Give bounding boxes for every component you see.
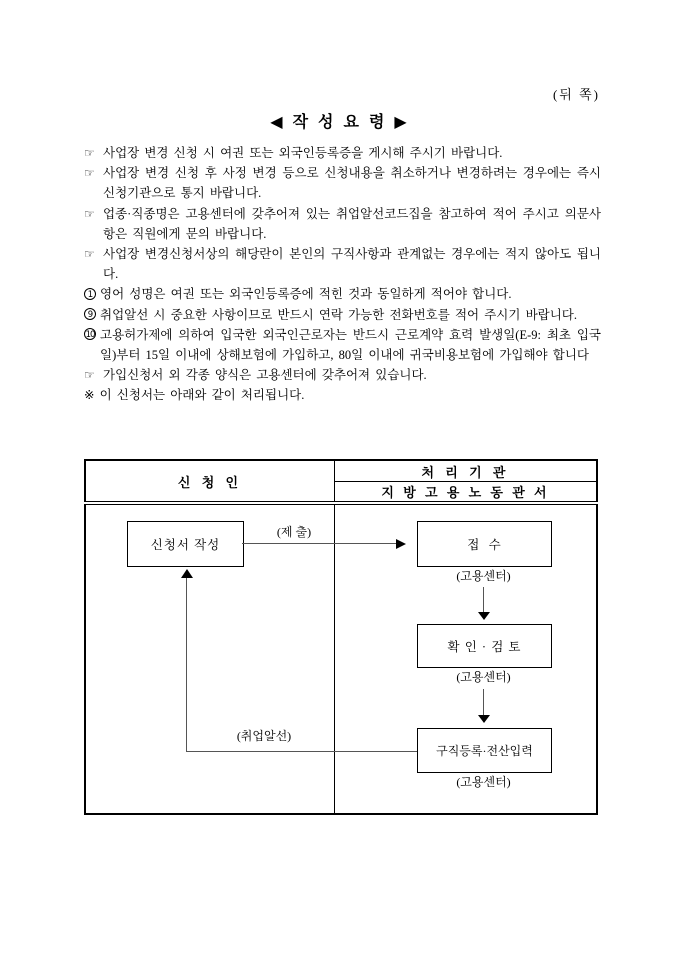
instruction-item [84, 365, 601, 385]
instruction-item [84, 244, 601, 284]
arrow-up-icon [181, 569, 193, 578]
placement-arrow-label: (취업알선) [236, 729, 292, 743]
arrow-right-icon [396, 539, 406, 549]
numbered-item-text: 고용허가제에 의하여 입국한 외국인근로자는 반드시 근로계약 효력 발생일(E-9: 최초 입국일)부터 15일 이내에 상해보험에 가입하고, 80일 이내에 귀국비용보험에 가입해야 합니다 [100, 327, 601, 363]
flow-line-down [483, 587, 484, 612]
arrow-down-icon [478, 715, 490, 723]
pointing-hand-icon: ☞ [84, 368, 95, 383]
arrow-down-icon [478, 612, 490, 620]
instruction-item [84, 204, 601, 244]
numbered-item [84, 284, 601, 304]
agency-column-subheader: 지 방 고 용 노 동 관 서 [381, 485, 550, 500]
reference-mark-icon: ※ [84, 387, 95, 403]
numbered-item [84, 305, 601, 325]
circled-number: 10 [85, 330, 95, 341]
numbered-item-text: 영어 성명은 여권 또는 외국인등록증에 적힌 것과 동일하게 적어야 합니다. [100, 287, 512, 302]
numbered-item-text: 취업알선 시 중요한 사항이므로 반드시 연락 가능한 전화번호를 적어 주시기 바랍니다. [100, 307, 578, 322]
submit-arrow-label: (제 출) [276, 525, 312, 539]
pointing-hand-icon: ☞ [84, 166, 95, 181]
pointing-hand-icon: ☞ [84, 146, 95, 160]
pointing-hand-icon: ☞ [84, 206, 95, 221]
employment-center-caption: (고용센터) [456, 775, 511, 789]
back-side-label: (뒤 쪽) [552, 87, 600, 102]
circled-number: 1 [84, 288, 96, 300]
instructions-section [84, 143, 601, 406]
flow-line-down [483, 689, 484, 715]
employment-center-caption: (고용센터) [456, 670, 511, 684]
agency-column-header: 처 리 기 관 [335, 461, 596, 482]
circled-number: 9 [84, 308, 96, 320]
processing-note-text: 이 신청서는 아래와 같이 처리됩니다. [99, 388, 305, 403]
instruction-text: 업종·직종명은 고용센터에 갖추어져 있는 취업알선코드집을 참고하여 적어 주시고 의문사항은 직원에게 문의 바랍니다. [103, 206, 601, 241]
instruction-text: 가입신청서 외 각종 양식은 고용센터에 갖추어져 있습니다. [103, 368, 427, 383]
flow-box-review: 확 인 · 검 토 [417, 624, 552, 668]
flow-box-write-application: 신청서 작성 [127, 521, 244, 567]
flow-box-receive: 접 수 [417, 521, 552, 567]
page-title: ◀ 작 성 요 령 ▶ [270, 114, 410, 131]
numbered-item [84, 325, 601, 365]
column-divider [334, 461, 335, 813]
flow-box-register: 구직등록·전산입력 [417, 728, 552, 773]
instruction-text: 사업장 변경 신청 후 사정 변경 등으로 신청내용을 취소하거나 변경하려는 경우에는 즉시 신청기관으로 통지 바랍니다. [103, 166, 601, 201]
instruction-item [84, 143, 601, 163]
employment-center-caption: (고용센터) [456, 569, 511, 583]
return-line-horizontal [186, 751, 417, 752]
header-double-rule [84, 501, 598, 505]
processing-flowchart [84, 459, 598, 815]
submit-arrow-line [242, 543, 396, 544]
instruction-text: 사업장 변경 신청 시 여권 또는 외국인등록증을 게시해 주시기 바랍니다. [103, 146, 503, 160]
processing-note [84, 385, 601, 405]
applicant-column-header: 신 청 인 [177, 474, 243, 490]
return-line-vertical [186, 578, 187, 752]
instruction-item [84, 163, 601, 203]
instruction-text: 사업장 변경신청서상의 해당란이 본인의 구직사항과 관계없는 경우에는 적지 않아도 됩니다. [103, 247, 601, 282]
pointing-hand-icon: ☞ [84, 247, 95, 262]
